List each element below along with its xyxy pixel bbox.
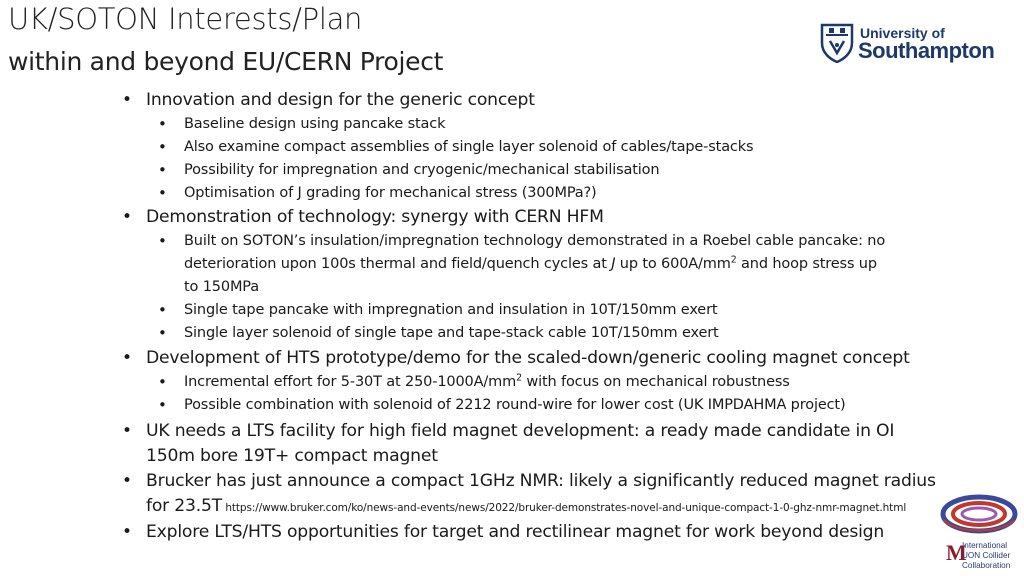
sub-bullet-incremental-effort: • Incremental effort for 5-30T at $250-1000A/mm^2$ with focus on mechanical robustness [184,371,790,394]
sub-bullet-impregnation: • Possibility for impregnation and cryogenic/mechanical stabilisation [184,159,659,182]
bullet-hts-prototype: • Development of HTS prototype/demo for the scaled-down/generic cooling magnet concept [146,346,910,370]
sub-bullet-optimisation: • Optimisation of J grading for mechanical stress (300MPa?) [184,182,597,205]
slide-subtitle: within and beyond EU/CERN Project [8,47,444,76]
university-of-southampton-logo [820,23,995,65]
sub-bullet-possible-combination: • Possible combination with solenoid of 2212 round-wire for lower cost (UK IMPDAHMA project) [184,394,845,417]
bullet-uk-needs-lts-line1: • UK needs a LTS facility for high field magnet development: a ready made candidate in OI [146,419,894,443]
bullet-brucker-line1: • Brucker has just announce a compact 1GHz NMR: likely a significantly reduced magnet radius [146,469,936,493]
bruker-url-link[interactable]: https://www.bruker.com/ko/news-and-events/news/2022/bruker-demonstrates-novel-and-unique-compact-1-0-ghz-nmr-magnet.html [222,502,907,514]
logo-line2: Southampton [858,38,995,63]
bullet-demonstration: • Demonstration of technology: synergy with CERN HFM [146,205,604,229]
sub-bullet-built-on-soton-line3: to 150MPa [184,279,259,295]
bullet-uk-needs-lts-line2: 150m bore 19T+ compact magnet [146,446,438,466]
sub-bullet-single-tape-pancake: • Single tape pancake with impregnation and insulation in 10T/150mm exert [184,299,717,322]
bullet-innovation: • Innovation and design for the generic concept [146,88,535,112]
logo-line1: University of [860,25,945,41]
sub-bullet-built-on-soton-line1: • Built on SOTON’s insulation/impregnation technology demonstrated in a Roebel cable pancake: no [184,230,885,253]
sub-bullet-compact-assemblies: • Also examine compact assemblies of single layer solenoid of cables/tape-stacks [184,136,753,159]
crest-icon [820,23,854,63]
slide-title: UK/SOTON Interests/Plan [8,2,363,36]
bullet-explore-lts-hts: • Explore LTS/HTS opportunities for target and rectilinear magnet for work beyond design [146,520,884,544]
sub-bullet-single-layer-solenoid: • Single layer solenoid of single tape and tape-stack cable 10T/150mm exert [184,322,719,345]
imcc-logo-m: M [946,540,967,565]
imcc-logo-text: International UON Collider Collaboration [962,541,1011,570]
bullet-brucker-line2: for 23.5T https://www.bruker.com/ko/news-and-events/news/2022/bruker-demonstrates-novel-and-unique-compact-1-0-ghz-nmr-magnet.html [146,496,907,516]
sub-bullet-baseline: • Baseline design using pancake stack [184,113,445,136]
sub-bullet-built-on-soton-line2: deterioration upon 100s thermal and field/quench cycles at J up to $600A/mm^2$ and hoop stress up [184,254,877,272]
